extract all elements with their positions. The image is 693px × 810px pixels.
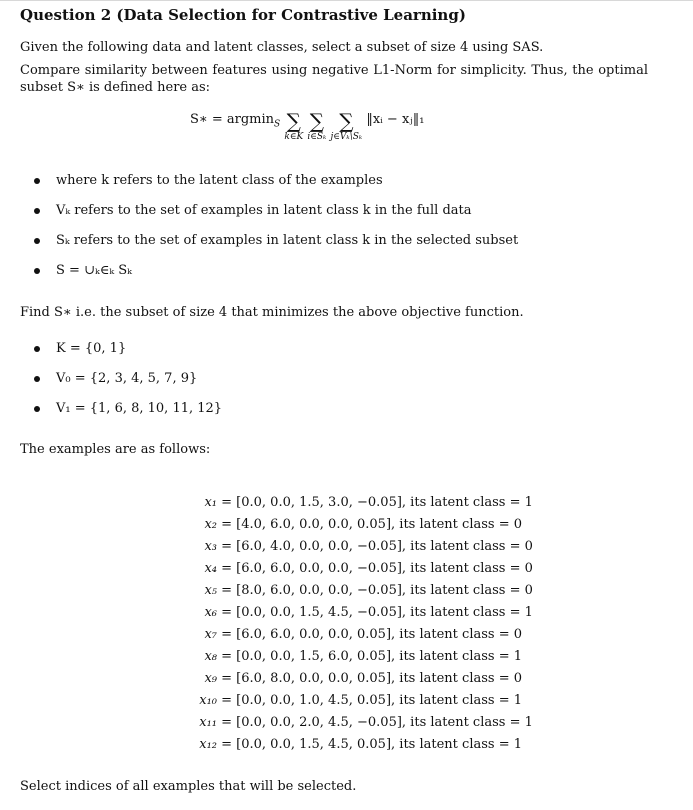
- find-instruction: Find S∗ i.e. the subset of size 4 that minimizes the above objective function.: [20, 305, 524, 320]
- example-class: , its latent class = 0: [391, 517, 522, 532]
- equals-sign: =: [217, 495, 237, 510]
- equals-sign: =: [217, 539, 237, 554]
- equals-sign: =: [217, 649, 237, 664]
- example-variable: x₇: [204, 627, 217, 642]
- example-vector: [6.0, 4.0, 0.0, 0.0, −0.05]: [236, 539, 402, 554]
- sum-over-j: ∑ j∈Vₖ\Sₖ: [330, 109, 363, 142]
- example-variable: x₆: [204, 605, 217, 620]
- example-row: [173, 516, 533, 538]
- equals-sign: =: [217, 627, 237, 642]
- example-row: [173, 582, 533, 604]
- example-variable: x₃: [204, 539, 217, 554]
- example-variable: x₅: [204, 583, 217, 598]
- example-variable: x₄: [204, 561, 217, 576]
- question-title: Question 2 (Data Selection for Contrastive Learning): [20, 6, 466, 24]
- example-vector: [0.0, 0.0, 2.0, 4.5, −0.05]: [236, 715, 402, 730]
- examples-label: The examples are as follows:: [20, 442, 211, 457]
- formula-norm-term: ‖xᵢ − xⱼ‖₁: [366, 112, 425, 127]
- example-variable: x₂: [204, 517, 217, 532]
- examples-list: [173, 494, 533, 758]
- example-vector: [0.0, 0.0, 1.5, 4.5, −0.05]: [236, 605, 402, 620]
- formula-lhs: S∗ = argmin: [190, 112, 275, 127]
- sum-i-sub: i∈Sₖ: [307, 132, 327, 142]
- example-variable: x₉: [204, 671, 217, 686]
- example-variable: x₁₂: [199, 737, 217, 752]
- equals-sign: =: [217, 517, 237, 532]
- example-class: , its latent class = 1: [391, 649, 522, 664]
- example-row: [173, 626, 533, 648]
- equals-sign: =: [217, 561, 237, 576]
- intro-line-2: Compare similarity between features using negative L1-Norm for simplicity. Thus, the optimal subset S∗ is defined here as:: [20, 63, 648, 95]
- example-vector: [0.0, 0.0, 1.5, 6.0, 0.05]: [236, 649, 392, 664]
- formula-argmin-sub: S: [274, 119, 281, 130]
- sum-over-k: ∑ k∈K: [284, 109, 304, 142]
- select-instruction: Select indices of all examples that will be selected.: [20, 779, 357, 794]
- example-vector: [8.0, 6.0, 0.0, 0.0, −0.05]: [236, 583, 402, 598]
- example-vector: [0.0, 0.0, 1.5, 4.5, 0.05]: [236, 737, 392, 752]
- example-class: , its latent class = 0: [401, 561, 533, 576]
- example-vector: [0.0, 0.0, 1.5, 3.0, −0.05]: [236, 495, 402, 510]
- example-row: [173, 692, 533, 714]
- example-variable: x₁₁: [199, 715, 217, 730]
- example-row: [173, 560, 533, 582]
- example-class: , its latent class = 1: [401, 495, 533, 510]
- example-vector: [6.0, 6.0, 0.0, 0.0, 0.05]: [236, 627, 392, 642]
- example-class: , its latent class = 0: [401, 539, 533, 554]
- example-row: [173, 604, 533, 626]
- intro-line-1: Given the following data and latent classes, select a subset of size 4 using SAS.: [20, 40, 544, 55]
- example-class: , its latent class = 1: [401, 715, 533, 730]
- example-variable: x₁₀: [199, 693, 217, 708]
- equals-sign: =: [217, 737, 237, 752]
- example-row: [173, 670, 533, 692]
- example-class: , its latent class = 0: [391, 671, 522, 686]
- example-variable: x₁: [204, 495, 217, 510]
- equals-sign: =: [217, 583, 237, 598]
- example-row: [173, 494, 533, 516]
- objective-formula: [190, 109, 425, 142]
- example-class: , its latent class = 1: [401, 605, 533, 620]
- example-class: , its latent class = 0: [391, 627, 522, 642]
- example-row: [173, 714, 533, 736]
- sum-j-sub: j∈Vₖ\Sₖ: [330, 132, 363, 142]
- example-vector: [0.0, 0.0, 1.0, 4.5, 0.05]: [236, 693, 392, 708]
- example-vector: [6.0, 8.0, 0.0, 0.0, 0.05]: [236, 671, 392, 686]
- example-vector: [6.0, 6.0, 0.0, 0.0, −0.05]: [236, 561, 402, 576]
- equals-sign: =: [217, 715, 237, 730]
- example-row: [173, 736, 533, 758]
- example-row: [173, 538, 533, 560]
- example-variable: x₈: [204, 649, 217, 664]
- top-border: [0, 0, 693, 1]
- sum-over-i: ∑ i∈Sₖ: [307, 109, 327, 142]
- example-row: [173, 648, 533, 670]
- example-class: , its latent class = 1: [391, 693, 522, 708]
- example-class: , its latent class = 1: [391, 737, 522, 752]
- equals-sign: =: [217, 671, 237, 686]
- equals-sign: =: [217, 693, 237, 708]
- example-vector: [4.0, 6.0, 0.0, 0.0, 0.05]: [236, 517, 392, 532]
- equals-sign: =: [217, 605, 237, 620]
- sum-k-sub: k∈K: [284, 132, 304, 142]
- example-class: , its latent class = 0: [401, 583, 533, 598]
